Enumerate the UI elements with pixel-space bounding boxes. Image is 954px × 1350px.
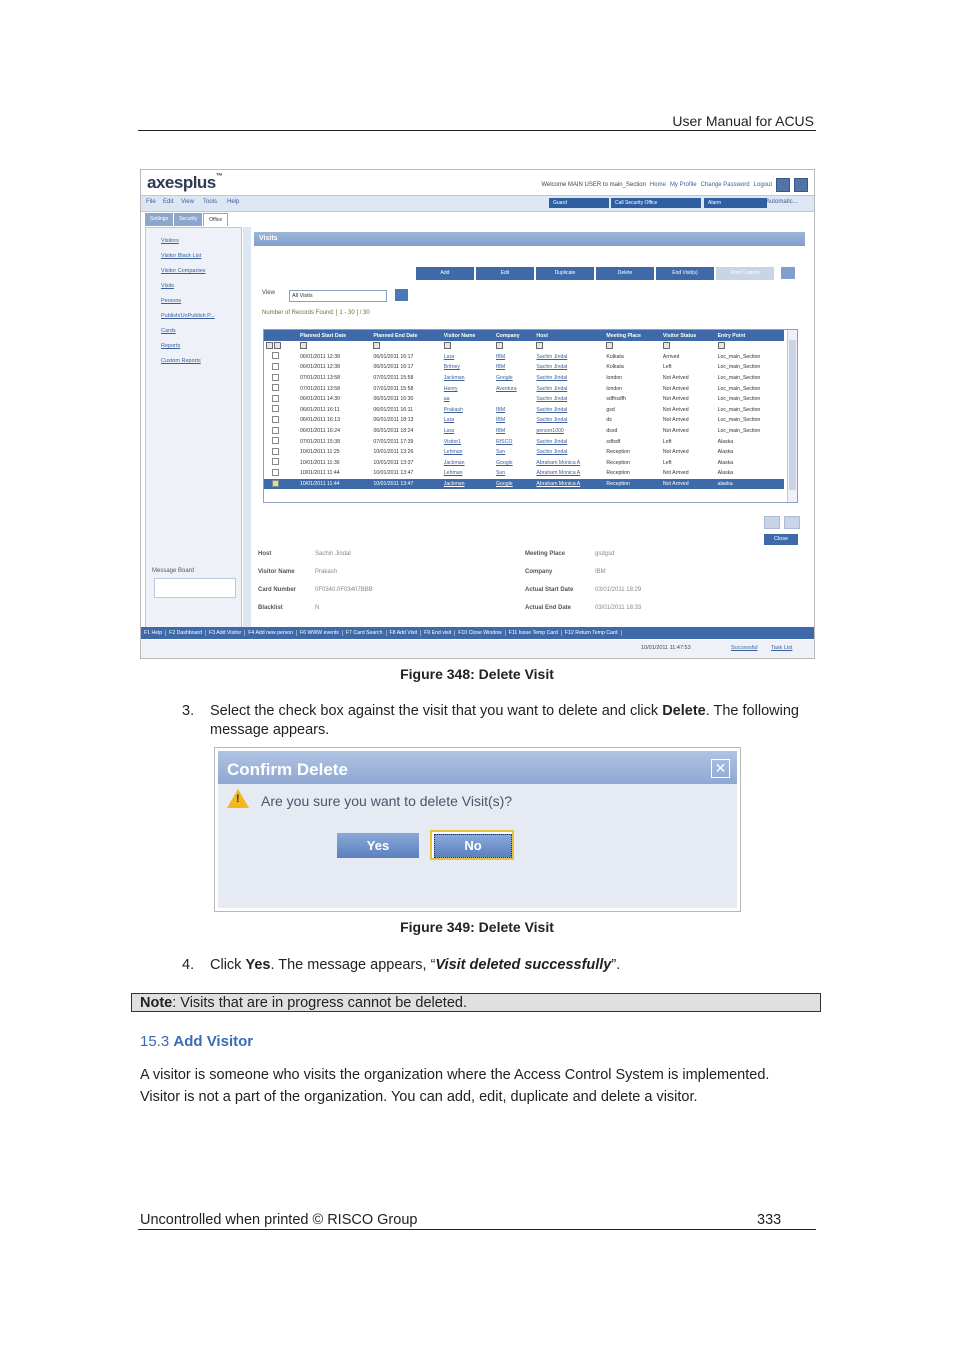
sidebar-item-cards[interactable]: Cards xyxy=(161,328,176,334)
table-row[interactable] xyxy=(264,352,784,363)
warning-icon: ! xyxy=(227,789,249,808)
table-cell: Not Arrived xyxy=(662,428,689,435)
detail-meeting-place: Meeting Place gsdgsd xyxy=(525,551,615,557)
table-cell[interactable]: Sun xyxy=(495,470,506,477)
logout-link[interactable]: Logout xyxy=(753,182,772,188)
row-checkbox[interactable] xyxy=(272,416,279,423)
app-logo: axesplus™ xyxy=(147,173,223,192)
top-links xyxy=(541,178,808,192)
grid-header-row xyxy=(264,330,784,341)
call-security-button[interactable]: Call Security Office xyxy=(611,198,701,208)
sidebar-item-custom-reports[interactable]: Custom Reports xyxy=(161,358,201,364)
table-cell[interactable]: Lara xyxy=(443,353,455,360)
table-cell: 07/01/2011 17:39 xyxy=(373,438,414,445)
table-cell: Not Arrived xyxy=(661,479,716,490)
row-select-cell xyxy=(264,383,298,394)
table-cell: 10/01/2011 13:47 xyxy=(373,470,414,477)
table-cell[interactable]: IBM xyxy=(495,417,506,424)
tab-security[interactable]: Security xyxy=(174,213,202,226)
table-cell: 10/01/2011 11:44 xyxy=(300,470,340,477)
task-list-link[interactable]: Task List xyxy=(771,645,793,651)
close-icon[interactable] xyxy=(794,178,808,192)
table-cell: 10/01/2011 13:37 xyxy=(373,459,414,466)
table-cell: 06/01/2011 12:38 xyxy=(300,364,340,371)
table-cell: Alaska xyxy=(717,438,734,445)
table-cell[interactable]: Britney xyxy=(443,364,460,371)
table-cell: 07/01/2011 13:58 xyxy=(300,375,340,382)
row-checkbox[interactable] xyxy=(272,427,279,434)
table-cell: Alaska xyxy=(717,470,734,477)
print-icon[interactable] xyxy=(781,267,795,279)
table-cell: Reception xyxy=(606,459,630,466)
table-row[interactable] xyxy=(264,394,784,405)
table-cell: 07/01/2011 13:58 xyxy=(300,385,340,392)
table-cell[interactable]: Sachin Jindal xyxy=(536,438,568,445)
home-link[interactable]: Home xyxy=(649,182,666,188)
table-cell: Arrived xyxy=(662,353,680,360)
row-select-cell xyxy=(264,373,298,384)
table-cell[interactable]: Jackman xyxy=(442,479,494,490)
table-cell: 06/01/2011 16:11 xyxy=(300,406,340,413)
function-key-9[interactable]: F10 Close Window xyxy=(455,630,506,636)
col-meeting-place[interactable]: Meeting Place xyxy=(604,330,661,341)
table-cell: dssd xyxy=(606,428,618,435)
sidebar-item-persons[interactable]: Persons xyxy=(161,298,182,304)
row-select-cell xyxy=(264,458,298,469)
table-cell: Kolkata xyxy=(606,364,624,371)
records-found: Number of Records Found: [ 1 - 30 ] / 30 xyxy=(262,310,370,316)
note-box xyxy=(131,993,821,1012)
table-cell[interactable]: Lara xyxy=(443,428,455,435)
footer-copyright: Uncontrolled when printed © RISCO Group xyxy=(140,1212,418,1228)
step-number: 3. xyxy=(182,703,195,719)
row-checkbox[interactable] xyxy=(272,458,279,465)
table-cell[interactable]: Sun xyxy=(495,449,506,456)
table-cell: 06/01/2011 16:13 xyxy=(300,417,340,424)
table-row[interactable] xyxy=(264,426,784,437)
delete-button[interactable]: Delete xyxy=(596,267,654,280)
table-cell[interactable]: RISCO xyxy=(495,438,513,445)
table-cell[interactable]: Sachin Jindal xyxy=(536,406,568,413)
table-row[interactable] xyxy=(264,479,784,490)
sidebar-item-visitors[interactable]: Visitors xyxy=(161,238,179,244)
row-select-cell xyxy=(264,468,298,479)
row-checkbox[interactable] xyxy=(272,352,279,359)
table-cell: 10/01/2011 11:36 xyxy=(300,459,340,466)
message-board-box[interactable] xyxy=(154,578,236,598)
row-checkbox[interactable] xyxy=(272,374,279,381)
row-select-cell xyxy=(264,436,298,447)
row-select-cell xyxy=(264,362,298,373)
visits-title: Visits xyxy=(259,235,278,242)
sidebar-item-reports[interactable]: Reports xyxy=(161,343,181,349)
table-cell: alaska xyxy=(716,479,784,490)
table-cell: Reception xyxy=(604,479,661,490)
my-profile-link[interactable]: My Profile xyxy=(669,182,697,188)
table-cell[interactable]: Sachin Jindal xyxy=(536,364,568,371)
table-cell: Alaska xyxy=(717,459,734,466)
row-checkbox[interactable] xyxy=(272,384,279,391)
table-cell: 07/01/2011 15:58 xyxy=(373,385,414,392)
visits-title-bar xyxy=(254,232,805,246)
function-key-3[interactable]: F3 Add Visitor xyxy=(206,630,245,636)
figure-348-caption: Figure 348: Delete Visit xyxy=(400,666,554,682)
table-cell: Loc_main_Section xyxy=(717,375,761,382)
table-cell: ds xyxy=(606,417,612,424)
table-cell: Reception xyxy=(606,470,630,477)
sidebar-item-visits[interactable]: Visits xyxy=(161,283,175,289)
row-select-cell xyxy=(264,415,298,426)
sidebar-item-visitor-black-list[interactable]: Visitor Black List xyxy=(161,253,202,259)
table-cell[interactable]: Google xyxy=(495,375,513,382)
table-cell[interactable]: Lehman xyxy=(443,449,463,456)
alarm-button[interactable]: Alarm xyxy=(704,198,767,208)
table-cell: Not Arrived xyxy=(662,417,689,424)
table-cell: 06/01/2011 12:38 xyxy=(300,353,340,360)
status-datetime: 10/01/2011 11:47:53 xyxy=(641,645,691,651)
col-planned-start[interactable]: Planned Start Date xyxy=(298,330,371,341)
dialog-message: Are you sure you want to delete Visit(s)? xyxy=(261,793,513,809)
table-cell: Kolkata xyxy=(606,353,624,360)
table-cell[interactable]: Abraham Monica A xyxy=(536,470,581,477)
table-cell: 06/01/2011 16:17 xyxy=(373,353,414,360)
table-cell: 07/01/2011 15:38 xyxy=(300,438,340,445)
filter-toggle[interactable] xyxy=(718,342,725,349)
filter-row xyxy=(264,341,784,352)
menu-help[interactable]: Help xyxy=(227,199,240,205)
table-cell[interactable]: Jackman xyxy=(443,459,465,466)
table-row[interactable] xyxy=(264,362,784,373)
table-cell[interactable]: Abraham Monica A xyxy=(536,459,581,466)
filter-toggle[interactable] xyxy=(274,342,281,349)
detail-company: Company IBM xyxy=(525,569,606,575)
function-key-11[interactable]: F12 Return Temp Card xyxy=(562,630,622,636)
close-button[interactable]: Close xyxy=(764,534,798,545)
filter-toggle[interactable] xyxy=(300,342,307,349)
welcome-text: Welcome MAIN USER to main_Section xyxy=(541,182,646,188)
table-cell: 07/01/2011 15:58 xyxy=(373,375,414,382)
row-select-cell xyxy=(264,479,298,490)
table-cell[interactable]: Sachin Jindal xyxy=(536,375,568,382)
table-row[interactable] xyxy=(264,405,784,416)
menu-tools[interactable]: Tools xyxy=(203,199,218,205)
table-cell[interactable]: Sachin Jindal xyxy=(536,353,568,360)
tab-office[interactable]: Office xyxy=(203,213,228,226)
table-cell: Loc_main_Section xyxy=(717,385,761,392)
table-cell[interactable]: Lara xyxy=(443,417,455,424)
automatic-link[interactable]: Automatic... xyxy=(766,199,798,205)
filter-toggle[interactable] xyxy=(663,342,670,349)
footer-page-number: 333 xyxy=(757,1212,782,1228)
tab-bar xyxy=(145,213,228,226)
row-checkbox[interactable] xyxy=(272,480,279,487)
dialog-title: Confirm Delete xyxy=(227,760,348,779)
filter-cell xyxy=(264,341,298,352)
status-successful-link[interactable]: Successful xyxy=(731,645,758,651)
footer-divider xyxy=(138,1229,816,1230)
table-cell[interactable]: Prakash xyxy=(443,406,463,413)
table-cell[interactable]: Jackman xyxy=(443,375,465,382)
table-cell[interactable]: IBM xyxy=(495,428,506,435)
confirm-delete-dialog xyxy=(218,751,737,908)
section-number: 15.3 xyxy=(140,1033,170,1050)
table-cell: Alaska xyxy=(717,449,734,456)
dialog-close-icon[interactable]: ✕ xyxy=(711,759,730,778)
screenshot-delete-visit xyxy=(140,169,815,659)
table-cell[interactable]: Lehman xyxy=(443,470,463,477)
table-cell: Not Arrived xyxy=(662,385,689,392)
detail-blacklist: Blacklist N xyxy=(258,605,320,611)
table-cell: 10/01/2011 11:44 xyxy=(298,479,371,490)
table-cell[interactable]: Aventura xyxy=(495,385,517,392)
row-select-cell xyxy=(264,352,298,363)
menu-bar xyxy=(141,195,814,212)
function-key-6[interactable]: F7 Card Search xyxy=(343,630,387,636)
guard-button[interactable]: Guard xyxy=(549,198,609,208)
app-top-bar xyxy=(141,170,814,195)
visits-grid xyxy=(263,329,798,503)
table-cell[interactable]: aa xyxy=(443,396,450,403)
function-key-bar xyxy=(141,627,814,639)
row-checkbox[interactable] xyxy=(272,395,279,402)
table-cell: 10/01/2011 11:25 xyxy=(300,449,340,456)
table-cell: Loc_main_Section xyxy=(717,353,761,360)
table-cell: Not Arrived xyxy=(662,396,689,403)
detail-visitor-name: Visitor Name Prakash xyxy=(258,569,338,575)
table-cell[interactable] xyxy=(494,394,534,405)
table-cell: sdfhsdfh xyxy=(606,396,627,403)
table-cell[interactable]: Google xyxy=(495,459,513,466)
function-key-4[interactable]: F4 Add new person xyxy=(245,630,297,636)
table-cell: Left xyxy=(662,364,672,371)
row-select-cell xyxy=(264,405,298,416)
table-row[interactable] xyxy=(264,373,784,384)
table-cell: Loc_main_Section xyxy=(717,417,761,424)
prev-page-icon[interactable] xyxy=(764,516,780,529)
filter-toggle[interactable] xyxy=(536,342,543,349)
section-heading xyxy=(140,1033,253,1050)
function-key-8[interactable]: F9 End visit xyxy=(421,630,455,636)
row-checkbox[interactable] xyxy=(272,437,279,444)
menu-view[interactable]: View xyxy=(181,199,194,205)
col-company[interactable]: Company xyxy=(494,330,534,341)
grid-scrollbar[interactable] xyxy=(787,330,797,502)
table-cell[interactable]: Visitor1 xyxy=(443,438,462,445)
row-select-cell xyxy=(264,447,298,458)
screenshot-confirm-delete xyxy=(214,747,741,912)
table-cell: Loc_main_Section xyxy=(717,396,761,403)
header-divider xyxy=(138,130,816,131)
table-cell: 06/01/2011 18:24 xyxy=(373,428,414,435)
menu-edit[interactable]: Edit xyxy=(163,199,174,205)
table-row[interactable] xyxy=(264,458,784,469)
sidebar-splitter[interactable] xyxy=(243,227,251,627)
table-cell: sdfsdf xyxy=(606,438,621,445)
col-host[interactable]: Host xyxy=(534,330,604,341)
grid-header-select xyxy=(264,330,298,341)
tab-settings[interactable]: Settings xyxy=(145,213,173,226)
no-button[interactable]: No xyxy=(434,834,512,858)
function-key-2[interactable]: F2 Dashboard xyxy=(166,630,206,636)
view-select[interactable]: All Visits xyxy=(289,290,387,302)
print-custom-button[interactable]: Print Custom xyxy=(716,267,774,280)
table-cell: Reception xyxy=(606,449,630,456)
grid-scroll-thumb[interactable] xyxy=(789,340,796,490)
view-label: View xyxy=(262,290,275,296)
table-cell[interactable]: Henry xyxy=(443,385,458,392)
table-cell[interactable]: person1000 xyxy=(536,428,564,435)
step-number: 4. xyxy=(182,957,195,973)
col-entry-point[interactable]: Entry Point xyxy=(716,330,784,341)
table-cell[interactable]: IBM xyxy=(495,364,506,371)
menu-file[interactable]: File xyxy=(146,199,156,205)
yes-button[interactable]: Yes xyxy=(337,833,419,858)
table-cell[interactable]: IBM xyxy=(495,406,506,413)
change-password-link[interactable]: Change Password xyxy=(700,182,750,188)
function-key-5[interactable]: F6 WWW events xyxy=(297,630,343,636)
function-key-1[interactable]: F1 Help xyxy=(141,630,166,636)
table-cell: 06/01/2011 16:17 xyxy=(373,364,414,371)
row-select-cell xyxy=(264,426,298,437)
row-checkbox[interactable] xyxy=(272,469,279,476)
table-cell[interactable]: Abraham Monica A xyxy=(534,479,604,490)
table-cell[interactable]: Sachin Jindal xyxy=(536,396,568,403)
function-key-7[interactable]: F8 Add Visit xyxy=(387,630,422,636)
table-row[interactable] xyxy=(264,415,784,426)
row-checkbox[interactable] xyxy=(272,405,279,412)
section-title: Add Visitor xyxy=(173,1033,254,1050)
table-cell: london xyxy=(606,375,622,382)
row-checkbox[interactable] xyxy=(272,448,279,455)
step-4: 4. Click Yes. The message appears, “Visit deleted successfully”. xyxy=(182,957,621,973)
visits-panel xyxy=(254,232,805,627)
no-button-focus-ring xyxy=(430,830,514,860)
body-paragraph: A visitor is someone who visits the organization where the Access Control System is implemented. Visitor is not a part of the organization. You can add, edit, duplicate and delete a visitor. xyxy=(140,1067,770,1105)
table-cell[interactable]: Sachin Jindal xyxy=(536,417,568,424)
table-row[interactable] xyxy=(264,383,784,394)
filter-toggle[interactable] xyxy=(444,342,451,349)
table-cell: 06/01/2011 16:30 xyxy=(373,396,414,403)
table-cell[interactable]: IBM xyxy=(495,353,506,360)
search-icon[interactable] xyxy=(395,289,408,301)
table-row[interactable] xyxy=(264,436,784,447)
table-cell: gsd xyxy=(606,406,615,413)
dialog-title-bar xyxy=(218,751,737,784)
table-row[interactable] xyxy=(264,468,784,479)
step-3: 3. Select the check box against the visit that you want to delete and click Delete. The following message appears. xyxy=(182,703,799,738)
detail-actual-end: Actual End Date 03/01/2011 18:33 xyxy=(525,605,642,611)
col-planned-end[interactable]: Planned End Date xyxy=(371,330,441,341)
document-header-title: User Manual for ACUS xyxy=(672,113,814,129)
edit-button[interactable]: Edit xyxy=(476,267,534,280)
function-key-10[interactable]: F11 Issue Temp Card xyxy=(506,630,562,636)
table-cell: 06/01/2011 16:11 xyxy=(373,406,413,413)
next-page-icon[interactable] xyxy=(784,516,800,529)
col-visitor-status[interactable]: Visitor Status xyxy=(661,330,716,341)
table-cell: Loc_main_Section xyxy=(717,364,761,371)
minimize-icon[interactable] xyxy=(776,178,790,192)
filter-toggle[interactable] xyxy=(266,342,273,349)
sidebar-item-visitor-companies[interactable]: Visitor Companies xyxy=(161,268,206,274)
table-cell: Left xyxy=(662,438,672,445)
table-cell: Not Arrived xyxy=(662,470,689,477)
table-cell[interactable]: Sachin Jindal xyxy=(536,385,568,392)
detail-card-number: Card Number 0F0340.0F03407BBB xyxy=(258,587,373,593)
table-cell: Not Arrived xyxy=(662,449,689,456)
filter-toggle[interactable] xyxy=(606,342,613,349)
end-visits-button[interactable]: End Visit(s) xyxy=(656,267,714,280)
figure-349-caption: Figure 349: Delete Visit xyxy=(400,919,554,935)
table-cell: london xyxy=(606,385,622,392)
table-cell: 06/01/2011 14:30 xyxy=(300,396,340,403)
table-cell: 10/01/2011 13:47 xyxy=(371,479,441,490)
row-select-cell xyxy=(264,394,298,405)
sidebar xyxy=(145,227,242,629)
sidebar-item-publish[interactable]: Publish/UnPublish P... xyxy=(161,313,215,319)
table-cell: Loc_main_Section xyxy=(717,428,761,435)
table-cell: 06/01/2011 18:13 xyxy=(373,417,414,424)
table-cell[interactable]: Google xyxy=(494,479,534,490)
table-cell[interactable]: Sachin Jindal xyxy=(536,449,568,456)
filter-toggle[interactable] xyxy=(496,342,503,349)
duplicate-button[interactable]: Duplicate xyxy=(536,267,594,280)
detail-host: Host Sachin Jindal xyxy=(258,551,351,557)
filter-toggle[interactable] xyxy=(373,342,380,349)
table-cell: Not Arrived xyxy=(662,375,689,382)
note-label: Note xyxy=(140,995,173,1011)
note-text: : Visits that are in progress cannot be deleted. xyxy=(172,995,467,1011)
table-cell: 06/01/2011 16:24 xyxy=(300,428,340,435)
row-checkbox[interactable] xyxy=(272,363,279,370)
table-cell: Left xyxy=(662,459,672,466)
table-cell: 10/01/2011 13:26 xyxy=(373,449,414,456)
table-cell: Not Arrived xyxy=(662,406,689,413)
col-visitor-name[interactable]: Visitor Name xyxy=(442,330,494,341)
detail-actual-start: Actual Start Date 03/01/2011 18:29 xyxy=(525,587,642,593)
message-board-label: Message Board xyxy=(152,568,195,574)
table-row[interactable] xyxy=(264,447,784,458)
add-button[interactable]: Add xyxy=(416,267,474,280)
status-bar xyxy=(141,640,814,658)
table-cell: Loc_main_Section xyxy=(717,406,761,413)
